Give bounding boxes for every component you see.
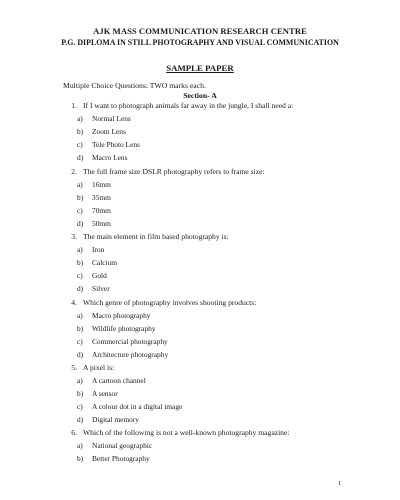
option-letter: b) <box>77 193 84 202</box>
option-letter: a) <box>77 376 83 385</box>
question-number: 1. <box>71 101 77 110</box>
question-text: The full frame size DSLR photography refers to frame size: <box>83 167 265 176</box>
option-text: Normal Lens <box>92 114 131 123</box>
option <box>77 206 111 215</box>
option-text: Calcium <box>92 258 118 267</box>
option-text: Digital memory <box>92 415 140 424</box>
option-letter: d) <box>77 153 84 162</box>
option <box>77 402 182 411</box>
option-text: 16mm <box>92 180 111 189</box>
option <box>77 324 156 333</box>
option-letter: b) <box>77 127 84 136</box>
question-5 <box>63 363 114 372</box>
question-number: 4. <box>71 298 77 307</box>
option-letter: c) <box>77 271 83 280</box>
paper-title: SAMPLE PAPER <box>166 63 234 73</box>
option <box>77 311 151 320</box>
course-heading: P.G. DIPLOMA IN STILL PHOTOGRAPHY AND VISUAL COMMUNICATION <box>61 38 339 47</box>
instructions-text: Multiple Choice Questions: TWO marks each. <box>63 81 206 90</box>
question-2 <box>63 167 265 176</box>
option <box>77 271 107 280</box>
question-number: 3. <box>71 232 77 241</box>
option-letter: d) <box>77 219 84 228</box>
option-letter: d) <box>77 415 84 424</box>
option <box>77 441 152 450</box>
option <box>77 180 111 189</box>
question-text: The main element in film based photography is: <box>83 232 229 241</box>
option-text: Gold <box>92 271 107 280</box>
option-letter: b) <box>77 258 84 267</box>
option-letter: c) <box>77 206 83 215</box>
option <box>77 376 146 385</box>
question-text: Which of the following is not a well-known photography magazine: <box>83 428 290 437</box>
option-letter: b) <box>77 324 84 333</box>
option-letter: b) <box>77 454 84 463</box>
option <box>77 127 126 136</box>
option-letter: d) <box>77 350 84 359</box>
option <box>77 219 111 228</box>
option <box>77 193 111 202</box>
option-letter: c) <box>77 140 83 149</box>
question-text: If I want to photograph animals far away in the jungle, I shall need a: <box>83 101 294 110</box>
option <box>77 415 139 424</box>
option-text: Commercial photography <box>92 337 168 346</box>
page-number: 1 <box>338 480 342 487</box>
option-text: A cartoon channel <box>92 376 146 385</box>
option <box>77 140 140 149</box>
option-letter: a) <box>77 311 83 320</box>
option-text: 70mm <box>92 206 111 215</box>
institution-heading: AJK MASS COMMUNICATION RESEARCH CENTRE <box>93 26 307 36</box>
option-text: Zoom Lens <box>92 127 126 136</box>
option-text: Wildlife photography <box>92 324 156 333</box>
option-letter: a) <box>77 114 83 123</box>
question-number: 2. <box>71 167 77 176</box>
option <box>77 454 150 463</box>
option-letter: a) <box>77 245 83 254</box>
option-text: 50mm <box>92 219 111 228</box>
question-number: 6. <box>71 428 77 437</box>
section-heading: Section- A <box>183 91 217 100</box>
option <box>77 114 131 123</box>
option-letter: d) <box>77 284 84 293</box>
option <box>77 337 168 346</box>
option <box>77 258 117 267</box>
question-number: 5. <box>71 363 77 372</box>
option-text: Macro Lens <box>92 153 128 162</box>
option <box>77 153 128 162</box>
option <box>77 245 104 254</box>
option-letter: a) <box>77 441 83 450</box>
option-text: Architecture photography <box>92 350 169 359</box>
option-text: Macro photography <box>92 311 151 320</box>
option-letter: c) <box>77 402 83 411</box>
option-text: 35mm <box>92 193 111 202</box>
option <box>77 350 168 359</box>
option <box>77 284 110 293</box>
question-text: Which genre of photography involves shooting products: <box>83 298 257 307</box>
question-text: A pixel is: <box>83 363 115 372</box>
question-4 <box>63 298 256 307</box>
question-6 <box>63 428 289 437</box>
question-3 <box>63 232 229 241</box>
option-letter: a) <box>77 180 83 189</box>
option-text: Tele Photo Lens <box>92 140 140 149</box>
option-letter: b) <box>77 389 84 398</box>
option <box>77 389 118 398</box>
question-1 <box>63 101 293 110</box>
option-letter: c) <box>77 337 83 346</box>
option-text: National geographic <box>92 441 153 450</box>
option-text: Silver <box>92 284 110 293</box>
option-text: A sensor <box>92 389 118 398</box>
option-text: Better Photography <box>92 454 150 463</box>
option-text: Iron <box>92 245 105 254</box>
option-text: A colour dot in a digital image <box>92 402 183 411</box>
